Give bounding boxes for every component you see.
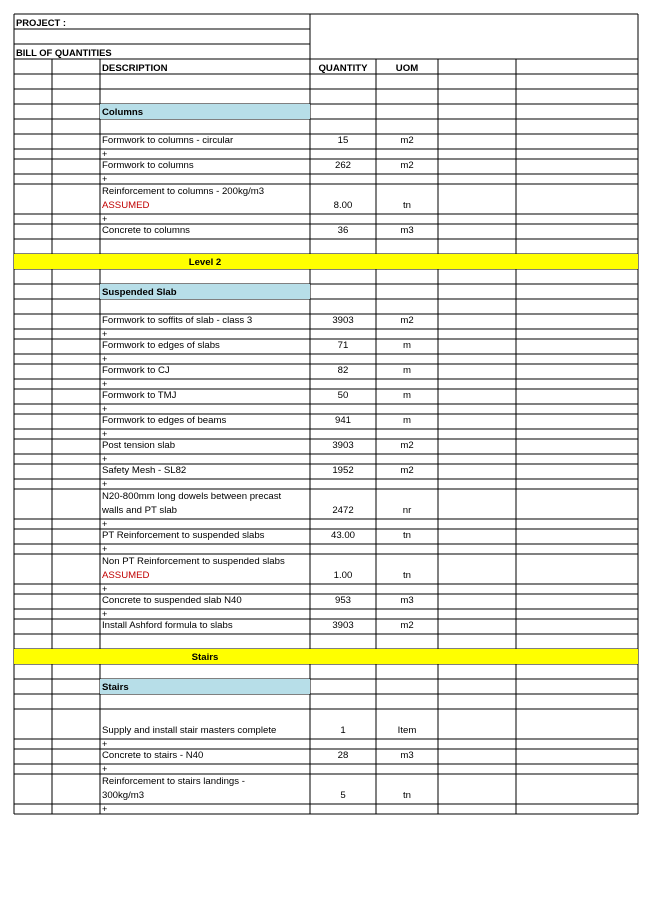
description-line: Formwork to edges of beams: [102, 415, 227, 426]
table-row: [14, 454, 638, 464]
description-line: Concrete to columns: [102, 225, 190, 236]
table-row: [14, 119, 638, 134]
table-row: [14, 479, 638, 489]
item-description: [100, 464, 310, 479]
table-row: [14, 619, 638, 634]
description-line: Reinforcement to stairs landings -: [102, 776, 245, 787]
plus-marker: +: [102, 804, 108, 814]
description-line: Formwork to edges of slabs: [102, 340, 220, 351]
level-heading-text: Level 2: [100, 254, 310, 269]
plus-marker: +: [102, 429, 108, 439]
uom-value: m2: [400, 440, 414, 451]
description-line: Formwork to TMJ: [102, 390, 177, 401]
table-row: [14, 464, 638, 479]
table-row: [14, 339, 638, 354]
item-description: [100, 159, 310, 174]
quantity-value: 3903: [332, 440, 354, 451]
description-header: DESCRIPTION: [102, 63, 168, 74]
table-row: [14, 299, 638, 314]
table-row: [14, 804, 638, 814]
table-row: [14, 134, 638, 149]
table-row: [14, 59, 638, 74]
table-row: [14, 664, 638, 679]
quantity-value: 1: [340, 725, 346, 736]
table-row: [14, 269, 638, 284]
item-description: [100, 774, 310, 804]
document-title: BILL OF QUANTITIES: [16, 47, 112, 58]
plus-marker: +: [102, 354, 108, 364]
plus-marker: +: [102, 149, 108, 159]
item-description: [100, 314, 310, 329]
plus-marker: +: [102, 174, 108, 184]
uom-value: m2: [400, 465, 414, 476]
uom-value: m3: [400, 225, 414, 236]
table-row: [14, 184, 638, 214]
item-description: [100, 489, 310, 519]
description-line: walls and PT slab: [102, 505, 178, 516]
description-line: Concrete to suspended slab N40: [102, 595, 242, 606]
uom-header: UOM: [395, 63, 419, 74]
quantity-value: 941: [334, 415, 351, 426]
description-line: N20-800mm long dowels between precast: [102, 491, 282, 502]
quantity-value: 8.00: [333, 200, 353, 211]
uom-value: m: [403, 390, 411, 401]
section-heading: Columns: [100, 104, 310, 119]
table-row: [14, 594, 638, 609]
plus-marker: +: [102, 609, 108, 619]
uom-value: tn: [402, 530, 411, 541]
uom-value: tn: [402, 790, 411, 801]
table-row: [14, 749, 638, 764]
plus-marker: +: [102, 379, 108, 389]
table-row: [14, 634, 638, 649]
item-description: [100, 594, 310, 609]
table-row: [14, 354, 638, 364]
assumed-note: ASSUMED: [102, 570, 150, 581]
table-row: [14, 14, 638, 29]
description-line: Formwork to columns - circular: [102, 135, 234, 146]
table-row: [14, 694, 638, 709]
table-row: [14, 364, 638, 379]
item-description: [100, 184, 310, 214]
uom-value: m: [403, 365, 411, 376]
quantity-value: 43.00: [330, 530, 355, 541]
description-line: Install Ashford formula to slabs: [102, 620, 233, 631]
quantity-value: 50: [337, 390, 349, 401]
table-row: [14, 329, 638, 339]
description-line: Safety Mesh - SL82: [102, 465, 187, 476]
uom-value: m2: [400, 160, 414, 171]
uom-value: tn: [402, 200, 411, 211]
item-description: [100, 709, 310, 739]
table-row: [14, 104, 638, 119]
quantity-value: 82: [337, 365, 349, 376]
item-description: [100, 619, 310, 634]
description-line: Concrete to stairs - N40: [102, 750, 204, 761]
item-description: [100, 134, 310, 149]
uom-value: m2: [400, 620, 414, 631]
quantity-value: 36: [337, 225, 349, 236]
table-row: [14, 739, 638, 749]
table-row: [14, 414, 638, 429]
table-row: [14, 489, 638, 519]
description-line: Formwork to soffits of slab - class 3: [102, 315, 253, 326]
table-row: [14, 404, 638, 414]
quantity-value: 953: [334, 595, 351, 606]
table-row: [14, 529, 638, 544]
table-row: [14, 709, 638, 739]
item-description: [100, 554, 310, 584]
description-line: Supply and install stair masters complete: [102, 725, 277, 736]
quantity-value: 3903: [332, 620, 354, 631]
description-line: Formwork to columns: [102, 160, 194, 171]
uom-value: tn: [402, 570, 411, 581]
table-row: [14, 74, 638, 89]
table-row: [14, 519, 638, 529]
quantity-value: 28: [337, 750, 349, 761]
item-description: [100, 749, 310, 764]
plus-marker: +: [102, 584, 108, 594]
uom-value: m: [403, 340, 411, 351]
table-row: [14, 429, 638, 439]
description-line: Reinforcement to columns - 200kg/m3: [102, 186, 265, 197]
description-line: PT Reinforcement to suspended slabs: [102, 530, 265, 541]
table-row: [14, 149, 638, 159]
plus-marker: +: [102, 764, 108, 774]
table-row: [14, 439, 638, 454]
uom-value: Item: [397, 725, 417, 736]
table-row: [14, 554, 638, 584]
table-row: [14, 774, 638, 804]
quantity-value: 71: [337, 340, 349, 351]
plus-marker: +: [102, 454, 108, 464]
table-row: [14, 649, 638, 664]
table-row: [14, 379, 638, 389]
uom-value: nr: [402, 505, 412, 516]
project-label: PROJECT :: [16, 17, 67, 28]
level-heading-text: Stairs: [100, 649, 310, 664]
quantity-value: 15: [337, 135, 349, 146]
description-line: Post tension slab: [102, 440, 176, 451]
section-heading: Suspended Slab: [100, 284, 310, 299]
plus-marker: +: [102, 739, 108, 749]
quantity-value: 3903: [332, 315, 354, 326]
plus-marker: +: [102, 544, 108, 554]
table-row: [14, 159, 638, 174]
table-row: [14, 314, 638, 329]
table-row: [14, 609, 638, 619]
quantity-value: 262: [334, 160, 351, 171]
assumed-note: ASSUMED: [102, 200, 150, 211]
table-row: [14, 89, 638, 104]
uom-value: m3: [400, 595, 414, 606]
table-row: [14, 254, 638, 269]
quantity-value: 1.00: [333, 570, 353, 581]
uom-value: m3: [400, 750, 414, 761]
table-row: [14, 679, 638, 694]
quantity-value: 5: [340, 790, 346, 801]
description-line: 300kg/m3: [102, 790, 145, 801]
uom-value: m2: [400, 315, 414, 326]
plus-marker: +: [102, 519, 108, 529]
item-description: [100, 339, 310, 354]
item-description: [100, 224, 310, 239]
table-row: [14, 239, 638, 254]
uom-value: m: [403, 415, 411, 426]
section-heading: Stairs: [100, 679, 310, 694]
quantity-value: 2472: [332, 505, 354, 516]
item-description: [100, 529, 310, 544]
item-description: [100, 439, 310, 454]
quantity-header: QUANTITY: [318, 63, 368, 74]
plus-marker: +: [102, 329, 108, 339]
table-row: [14, 224, 638, 239]
plus-marker: +: [102, 479, 108, 489]
table-row: [14, 214, 638, 224]
table-row: [14, 584, 638, 594]
table-row: [14, 764, 638, 774]
description-line: Formwork to CJ: [102, 365, 170, 376]
table-row: [14, 544, 638, 554]
table-row: [14, 44, 638, 59]
table-row: [14, 389, 638, 404]
table-row: [14, 174, 638, 184]
table-row: [14, 284, 638, 299]
plus-marker: +: [102, 214, 108, 224]
description-line: Non PT Reinforcement to suspended slabs: [102, 556, 285, 567]
item-description: [100, 389, 310, 404]
item-description: [100, 414, 310, 429]
plus-marker: +: [102, 404, 108, 414]
quantity-value: 1952: [332, 465, 354, 476]
uom-value: m2: [400, 135, 414, 146]
item-description: [100, 364, 310, 379]
table-row: [14, 29, 638, 44]
